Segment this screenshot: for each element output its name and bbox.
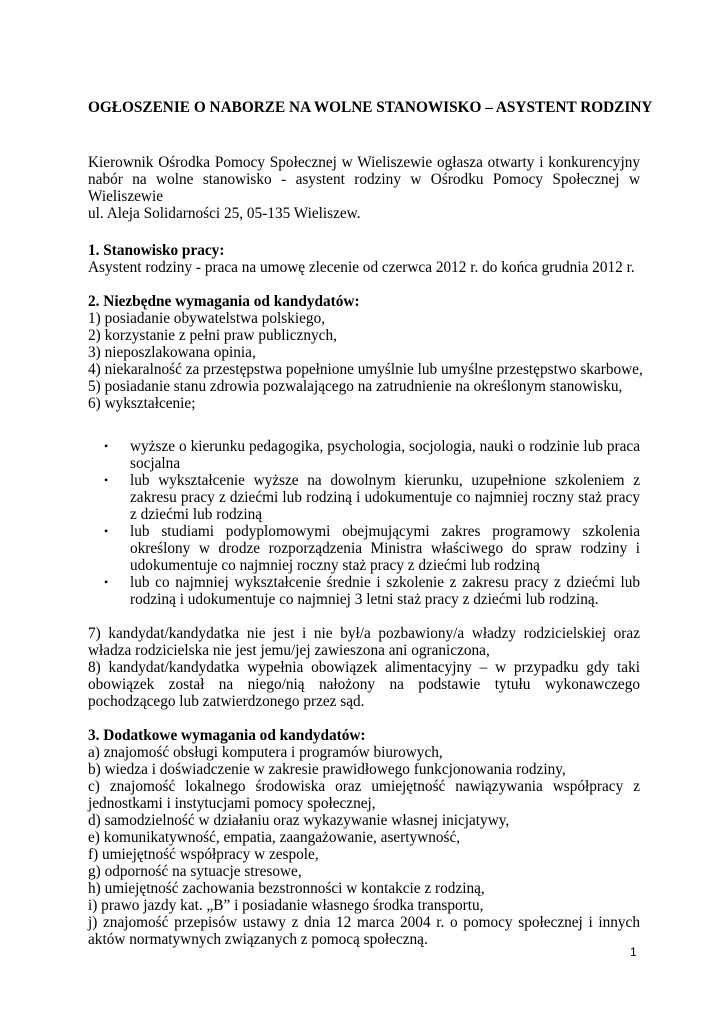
- intro-line: Kierownik Ośrodka Pomocy Społecznej w Wieliszewie ogłasza otwarty i konkurencyjny: [88, 154, 640, 171]
- bullet-icon: •: [104, 524, 109, 538]
- education-bullet: [88, 438, 640, 472]
- bullet-icon: •: [104, 473, 109, 487]
- education-bullet-text: wyższe o kierunku pedagogika, psychologia, socjologia, nauki o rodzinie lub praca socjalna: [130, 438, 640, 472]
- section-3-heading: 3. Dodatkowe wymagania od kandydatów:: [88, 727, 366, 744]
- document-body: [88, 154, 643, 948]
- education-bullet: [88, 574, 640, 608]
- additional-requirement-item: c) znajomość lokalnego środowiska oraz umiejętność nawiązywania współpracy z jednostkami i instytucjami pomocy społecznej,: [88, 778, 640, 812]
- requirement-item: 6) wykształcenie;: [88, 395, 196, 412]
- bullet-icon: •: [104, 575, 109, 589]
- requirement-item: 1) posiadanie obywatelstwa polskiego,: [88, 310, 326, 327]
- additional-requirement-item: e) komunikatywność, empatia, zaangażowanie, asertywność,: [88, 829, 461, 846]
- bullet-icon: •: [104, 439, 109, 453]
- additional-requirement-item: g) odporność na sytuacje stresowe,: [88, 863, 302, 880]
- requirement-item: 2) korzystanie z pełni praw publicznych,: [88, 327, 337, 344]
- education-bullet-text: lub studiami podyplomowymi obejmującymi zakres programowy szkolenia określony w drodze rozporządzenia Ministra właściwego do spraw rodziny i udokumentuje co najmniej roczny staż pracy z dziećmi lub rodziną: [130, 523, 640, 574]
- additional-requirement-item: a) znajomość obsługi komputera i programów biurowych,: [88, 744, 443, 761]
- additional-requirement-item: d) samodzielność w działaniu oraz wykazywanie własnej inicjatywy,: [88, 812, 510, 829]
- intro-paragraph: [88, 154, 640, 222]
- requirement-item-7: 7) kandydat/kandydatka nie jest i nie był/a pozbawiony/a władzy rodzicielskiej oraz władza rodzicielska nie jest jemu/jej zawieszona ani ograniczona,: [88, 625, 640, 659]
- education-bullet-text: lub co najmniej wykształcenie średnie i szkolenie z zakresu pracy z dziećmi lub rodziną i udokumentuje co najmniej 3 letni staż pracy z dziećmi lub rodziną.: [130, 574, 640, 608]
- section-1-heading: 1. Stanowisko pracy:: [88, 242, 225, 259]
- education-bullet: [88, 472, 640, 523]
- additional-requirement-item: b) wiedza i doświadczenie w zakresie prawidłowego funkcjonowania rodziny,: [88, 761, 566, 778]
- page-number: 1: [630, 945, 637, 959]
- additional-requirement-item: f) umiejętność współpracy w zespole,: [88, 846, 319, 863]
- requirement-item: 3) nieposzlakowana opinia,: [88, 344, 256, 361]
- requirement-item: 5) posiadanie stanu zdrowia pozwalającego na zatrudnienie na określonym stanowisku,: [88, 378, 623, 395]
- intro-line: ul. Aleja Solidarności 25, 05-135 Wieliszew.: [88, 205, 361, 222]
- education-bullet-text: lub wykształcenie wyższe na dowolnym kierunku, uzupełnione szkoleniem z zakresu pracy z dziećmi lub rodziną i udokumentuje co najmniej roczny staż pracy z dziećmi lub rodziną: [130, 472, 640, 523]
- requirement-item-8: 8) kandydat/kandydatka wypełnia obowiązek alimentacyjny – w przypadku gdy taki obowiązek został na niego/nią nałożony na podstawie tytułu wykonawczego pochodzącego lub zatwierdzonego przez sąd.: [88, 659, 640, 710]
- section-2-heading: 2. Niezbędne wymagania od kandydatów:: [88, 293, 360, 310]
- education-bullet: [88, 523, 640, 574]
- education-bullet-list: [88, 438, 640, 608]
- page-title: OGŁOSZENIE O NABORZE NA WOLNE STANOWISKO – ASYSTENT RODZINY: [88, 99, 653, 116]
- additional-requirement-item: h) umiejętność zachowania bezstronności w kontakcie z rodziną,: [88, 880, 485, 897]
- intro-line: nabór na wolne stanowisko - asystent rodziny w Ośrodku Pomocy Społecznej w Wieliszewie: [88, 171, 640, 205]
- additional-requirement-item: i) prawo jazdy kat. „B” i posiadanie własnego środka transportu,: [88, 897, 484, 914]
- additional-requirement-item: j) znajomość przepisów ustawy z dnia 12 marca 2004 r. o pomocy społecznej i innych aktów normatywnych związanych z pomocą społeczną.: [88, 914, 640, 948]
- requirement-item: 4) niekaralność za przestępstwa popełnione umyślnie lub umyślne przestępstwo skarbowe,: [88, 361, 643, 378]
- section-1-text: Asystent rodziny - praca na umowę zlecenie od czerwca 2012 r. do końca grudnia 2012 r.: [88, 259, 635, 276]
